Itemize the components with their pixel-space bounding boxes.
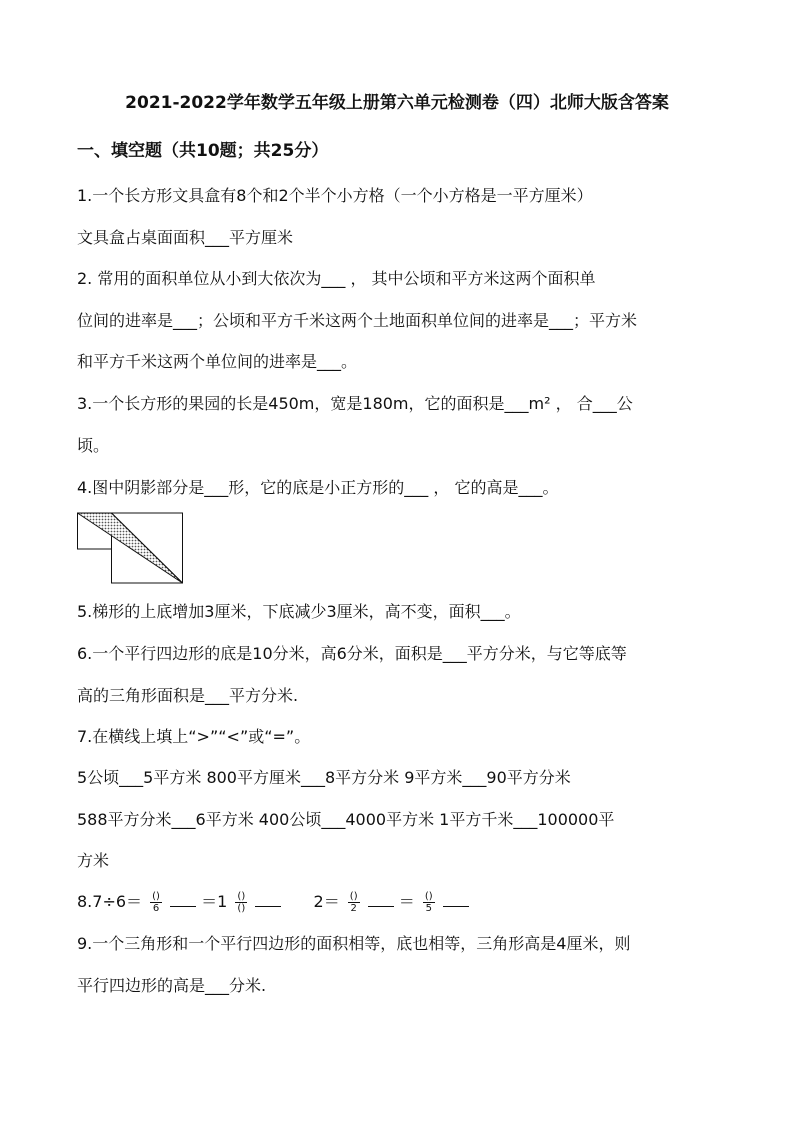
q8-blank-4[interactable] (443, 892, 469, 907)
q8-fraction-2: $\frac{()}{()}$ (237, 891, 246, 914)
q7-line-4: 方米 (77, 851, 110, 870)
q8-fraction-4: $\frac{()}{5}$ (424, 891, 433, 914)
q8-blank-3[interactable] (368, 892, 394, 907)
q8-mid-1: ＝1 (201, 892, 228, 911)
q1-line-2: 文具盒占桌面面积___平方厘米 (77, 228, 294, 247)
q3-line-2: 顷。 (77, 436, 110, 455)
q4-line: 4.图中阴影部分是___形，它的底是小正方形的___ ， 它的高是___。 (77, 478, 559, 497)
q3-line-1: 3.一个长方形的果园的长是450m，宽是180m，它的面积是___m² ， 合___公 (77, 394, 633, 413)
q2-line-1: 2. 常用的面积单位从小到大依次为___ ， 其中公顷和平方米这两个面积单 (77, 269, 596, 288)
q6-line-1: 6.一个平行四边形的底是10分米，高6分米，面积是___平方分米，与它等底等 (77, 644, 627, 663)
q8-mid-3: ＝ (398, 892, 415, 911)
q8-prefix: 8.7÷6＝ (77, 892, 143, 911)
q5-line: 5.梯形的上底增加3厘米，下底减少3厘米，高不变，面积___。 (77, 602, 521, 621)
q2-line-3: 和平方千米这两个单位间的进率是___。 (77, 352, 358, 371)
q8-fraction-3: $\frac{()}{2}$ (349, 891, 358, 914)
q1-line-1: 1.一个长方形文具盒有8个和2个半个小方格（一个小方格是一平方厘米） (77, 186, 593, 205)
shaded-triangle (78, 513, 183, 583)
q9-line-2: 平行四边形的高是___分米. (77, 976, 267, 995)
q8-blank-1[interactable] (170, 892, 196, 907)
q9-line-1: 9.一个三角形和一个平行四边形的面积相等，底也相等，三角形高是4厘米，则 (77, 934, 631, 953)
page-title: 2021-2022学年数学五年级上册第六单元检测卷（四）北师大版含答案 (125, 93, 669, 113)
q8-blank-2[interactable] (255, 892, 281, 907)
section-heading: 一、填空题（共10题；共25分） (77, 141, 329, 161)
q8-line (77, 888, 469, 916)
q7-line-3: 588平方分米___6平方米 400公顷___4000平方米 1平方千米___100000平 (77, 810, 615, 829)
q2-line-2: 位间的进率是___；公顷和平方千米这两个土地面积单位间的进率是___；平方米 (77, 311, 638, 330)
q7-line-1: 7.在横线上填上“>”“<”或“=”。 (77, 727, 311, 746)
q8-mid-2: 2＝ (313, 892, 340, 911)
shaded-triangle-figure (77, 512, 185, 584)
q6-line-2: 高的三角形面积是___平方分米. (77, 686, 299, 705)
q8-fraction-1: $\frac{()}{6}$ (152, 891, 160, 914)
q7-line-2: 5公顷___5平方米 800平方厘米___8平方分米 9平方米___90平方分米 (77, 768, 571, 787)
